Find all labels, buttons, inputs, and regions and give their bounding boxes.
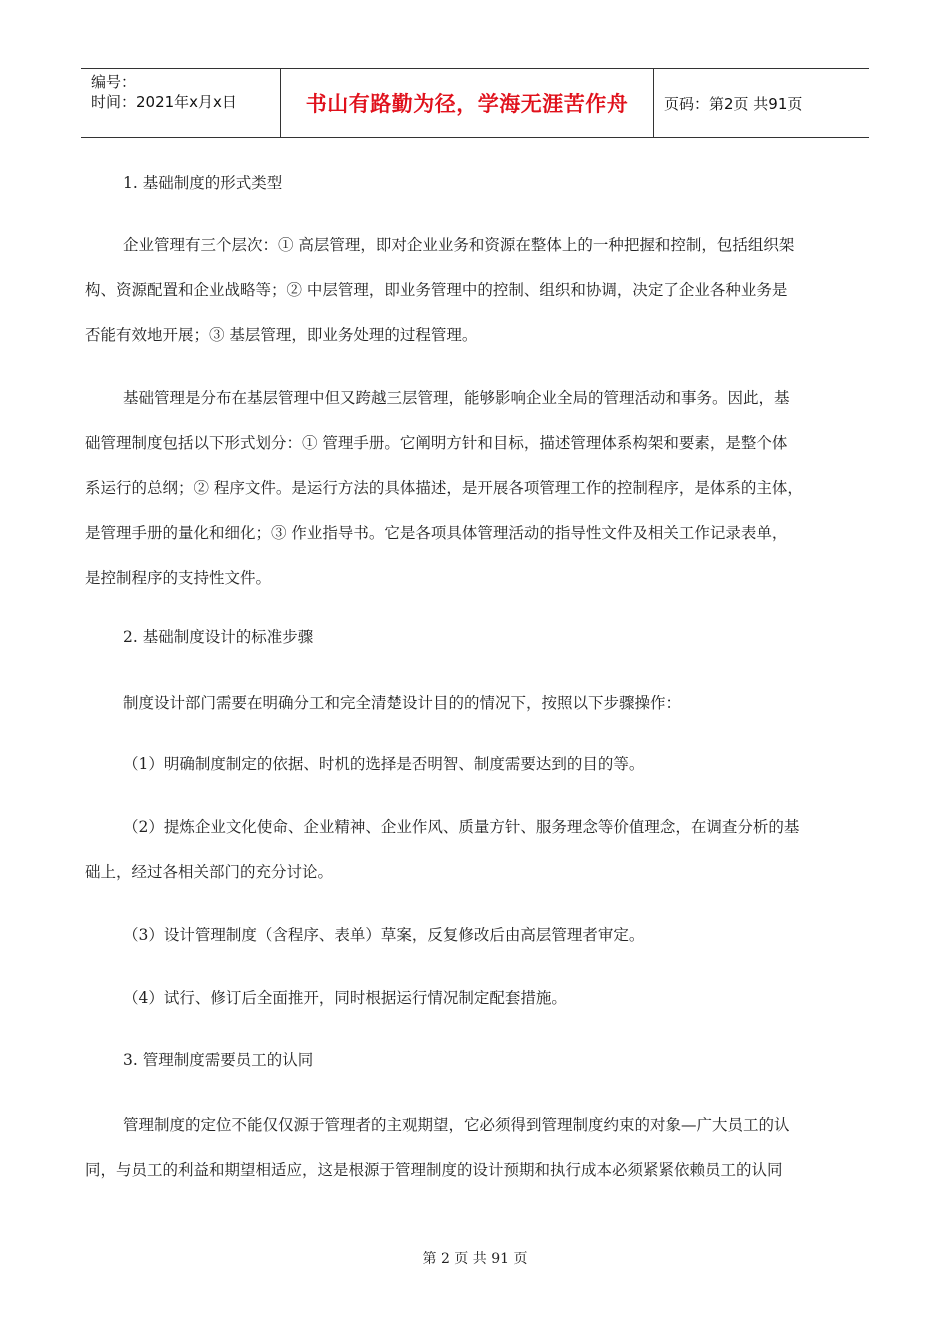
paragraph-line: 构、资源配置和企业战略等；② 中层管理，即业务管理中的控制、组织和协调，决定了企业各种业务是 [85, 281, 788, 299]
page-footer: 第 2 页 共 91 页 [422, 1251, 528, 1267]
paragraph-line: 系运行的总纲；② 程序文件。是运行方法的具体描述，是开展各项管理工作的控制程序，是体系的主体， [85, 479, 803, 497]
step-4 [85, 987, 903, 1010]
paragraph-line: 否能有效地开展；③ 基层管理，即业务处理的过程管理。 [85, 326, 478, 344]
section-heading-2: 2. 基础制度设计的标准步骤 [123, 628, 314, 646]
paragraph-2 [85, 387, 865, 590]
number-label: 编号： [91, 73, 137, 91]
page-info: 页码：第2页 共91页 [664, 94, 803, 113]
header-motto-cell [281, 69, 654, 137]
paragraph-line: 同，与员工的利益和期望相适应，这是根源于管理制度的设计预期和执行成本必须紧紧依赖员工的认同 [85, 1161, 783, 1179]
header-page-info-cell [654, 69, 869, 137]
paragraph-line: 是控制程序的支持性文件。 [85, 569, 272, 587]
paragraph-3 [85, 692, 865, 715]
motto: 书山有路勤为径，学海无涯苦作舟 [305, 92, 629, 116]
step-3 [85, 924, 903, 947]
paragraph-line: 础管理制度包括以下形式划分：① 管理手册。它阐明方针和目标，描述管理体系构架和要素，是整个体 [85, 434, 788, 452]
step-line: 础上，经过各相关部门的充分讨论。 [85, 863, 334, 881]
document-header [81, 68, 869, 138]
time-label: 时间：2021年x月x日 [91, 93, 237, 111]
section-heading-3: 3. 管理制度需要员工的认同 [123, 1051, 314, 1069]
paragraph-line: 制度设计部门需要在明确分工和完全清楚设计目的的情况下，按照以下步骤操作： [123, 694, 682, 712]
step-line: （3）设计管理制度（含程序、表单）草案，反复修改后由高层管理者审定。 [123, 926, 645, 944]
paragraph-4 [85, 1114, 865, 1182]
step-1 [85, 753, 903, 776]
step-2 [85, 816, 865, 884]
paragraph-line: 管理制度的定位不能仅仅源于管理者的主观期望，它必须得到管理制度约束的对象—广大员工的认 [123, 1116, 790, 1134]
paragraph-line: 基础管理是分布在基层管理中但又跨越三层管理，能够影响企业全局的管理活动和事务。因此，基 [123, 389, 790, 407]
paragraph-1 [85, 234, 865, 347]
paragraph-line: 是管理手册的量化和细化；③ 作业指导书。它是各项具体管理活动的指导性文件及相关工作记录表单， [85, 524, 788, 542]
section-heading-1: 1. 基础制度的形式类型 [123, 174, 283, 192]
header-meta [81, 69, 281, 137]
step-line: （4）试行、修订后全面推开，同时根据运行情况制定配套措施。 [123, 989, 567, 1007]
step-line: （2）提炼企业文化使命、企业精神、企业作风、质量方针、服务理念等价值理念，在调查分析的基 [123, 818, 800, 836]
step-line: （1）明确制度制定的依据、时机的选择是否明智、制度需要达到的目的等。 [123, 755, 645, 773]
paragraph-line: 企业管理有三个层次：① 高层管理，即对企业业务和资源在整体上的一种把握和控制，包括组织架 [123, 236, 795, 254]
